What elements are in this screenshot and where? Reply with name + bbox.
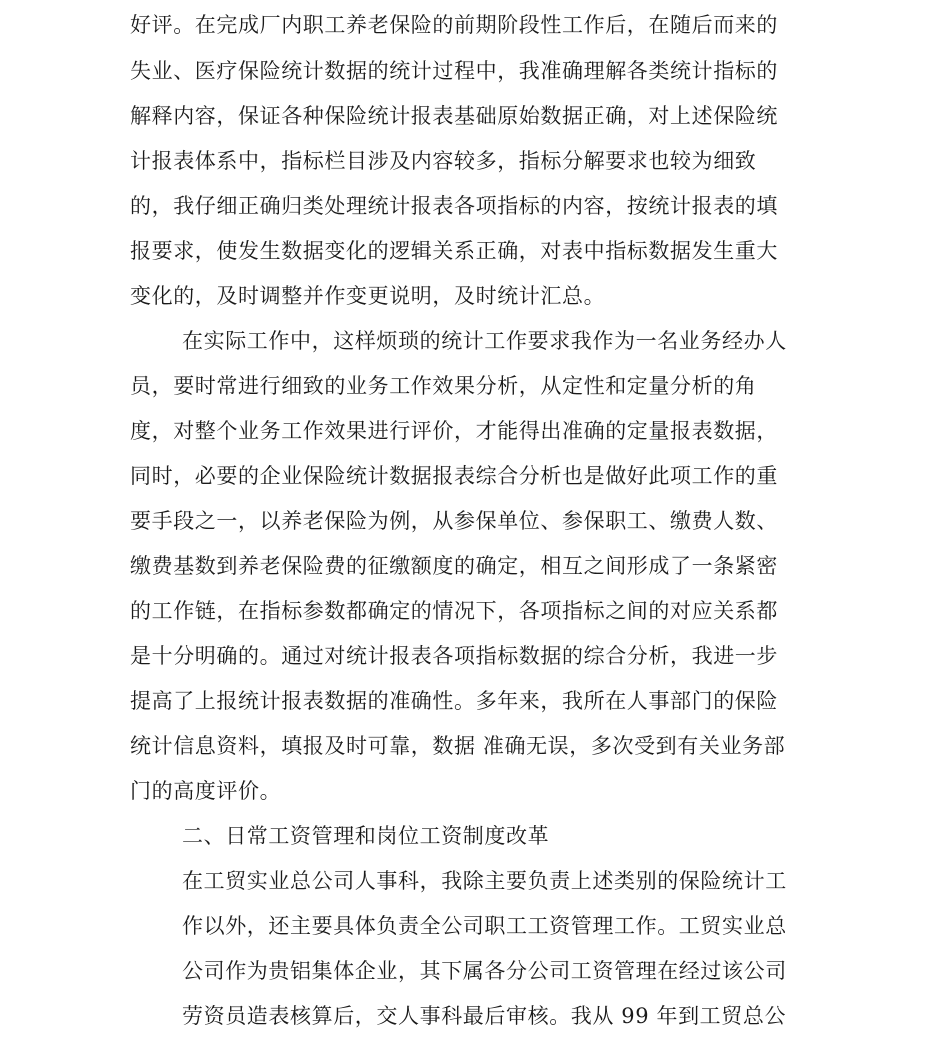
paragraph-line: 作以外，还主要具体负责全公司职工工资管理工作。工贸实业总 (182, 914, 787, 938)
paragraph-line: 提高了上报统计报表数据的准确性。多年来，我所在人事部门的保险 (130, 689, 778, 713)
paragraph-line: 同时，必要的企业保险统计数据报表综合分析也是做好此项工作的重 (130, 464, 778, 488)
paragraph-line: 的工作链，在指标参数都确定的情况下，各项指标之间的对应关系都 (130, 599, 778, 623)
paragraph-line: 失业、医疗保险统计数据的统计过程中，我准确理解各类统计指标的 (130, 59, 778, 83)
paragraph-line: 在实际工作中，这样烦琐的统计工作要求我作为一名业务经办人 (182, 329, 787, 353)
paragraph-line: 度，对整个业务工作效果进行评价，才能得出准确的定量报表数据， (130, 419, 778, 443)
paragraph-line: 是十分明确的。通过对统计报表各项指标数据的综合分析，我进一步 (130, 644, 778, 668)
paragraph-line: 的，我仔细正确归类处理统计报表各项指标的内容，按统计报表的填 (130, 194, 778, 218)
paragraph-line: 要手段之一，以养老保险为例，从参保单位、参保职工、缴费人数、 (130, 509, 778, 533)
paragraph-line: 变化的，及时调整并作变更说明，及时统计汇总。 (130, 284, 606, 308)
paragraph-line: 计报表体系中，指标栏目涉及内容较多，指标分解要求也较为细致 (130, 149, 757, 173)
paragraph-line: 员，要时常进行细致的业务工作效果分析，从定性和定量分析的角 (130, 374, 757, 398)
paragraph-line: 在工贸实业总公司人事科，我除主要负责上述类别的保险统计工 (182, 869, 787, 893)
paragraph-line: 门的高度评价。 (130, 779, 282, 803)
paragraph-line: 解释内容，保证各种保险统计报表基础原始数据正确，对上述保险统 (130, 104, 778, 128)
paragraph-line: 好评。在完成厂内职工养老保险的前期阶段性工作后，在随后而来的 (130, 13, 778, 37)
paragraph-line: 报要求，使发生数据变化的逻辑关系正确，对表中指标数据发生重大 (130, 239, 778, 263)
paragraph-line: 劳资员造表核算后，交人事科最后审核。我从 99 年到工贸总公 (182, 1004, 787, 1028)
paragraph-line: 缴费基数到养老保险费的征缴额度的确定，相互之间形成了一条紧密 (130, 554, 778, 578)
paragraph-line: 公司作为贵铝集体企业，其下属各分公司工资管理在经过该公司 (182, 959, 787, 983)
section-heading: 二、日常工资管理和岗位工资制度改革 (182, 824, 550, 848)
paragraph-line: 统计信息资料，填报及时可靠，数据 准确无误，多次受到有关业务部 (130, 734, 786, 758)
